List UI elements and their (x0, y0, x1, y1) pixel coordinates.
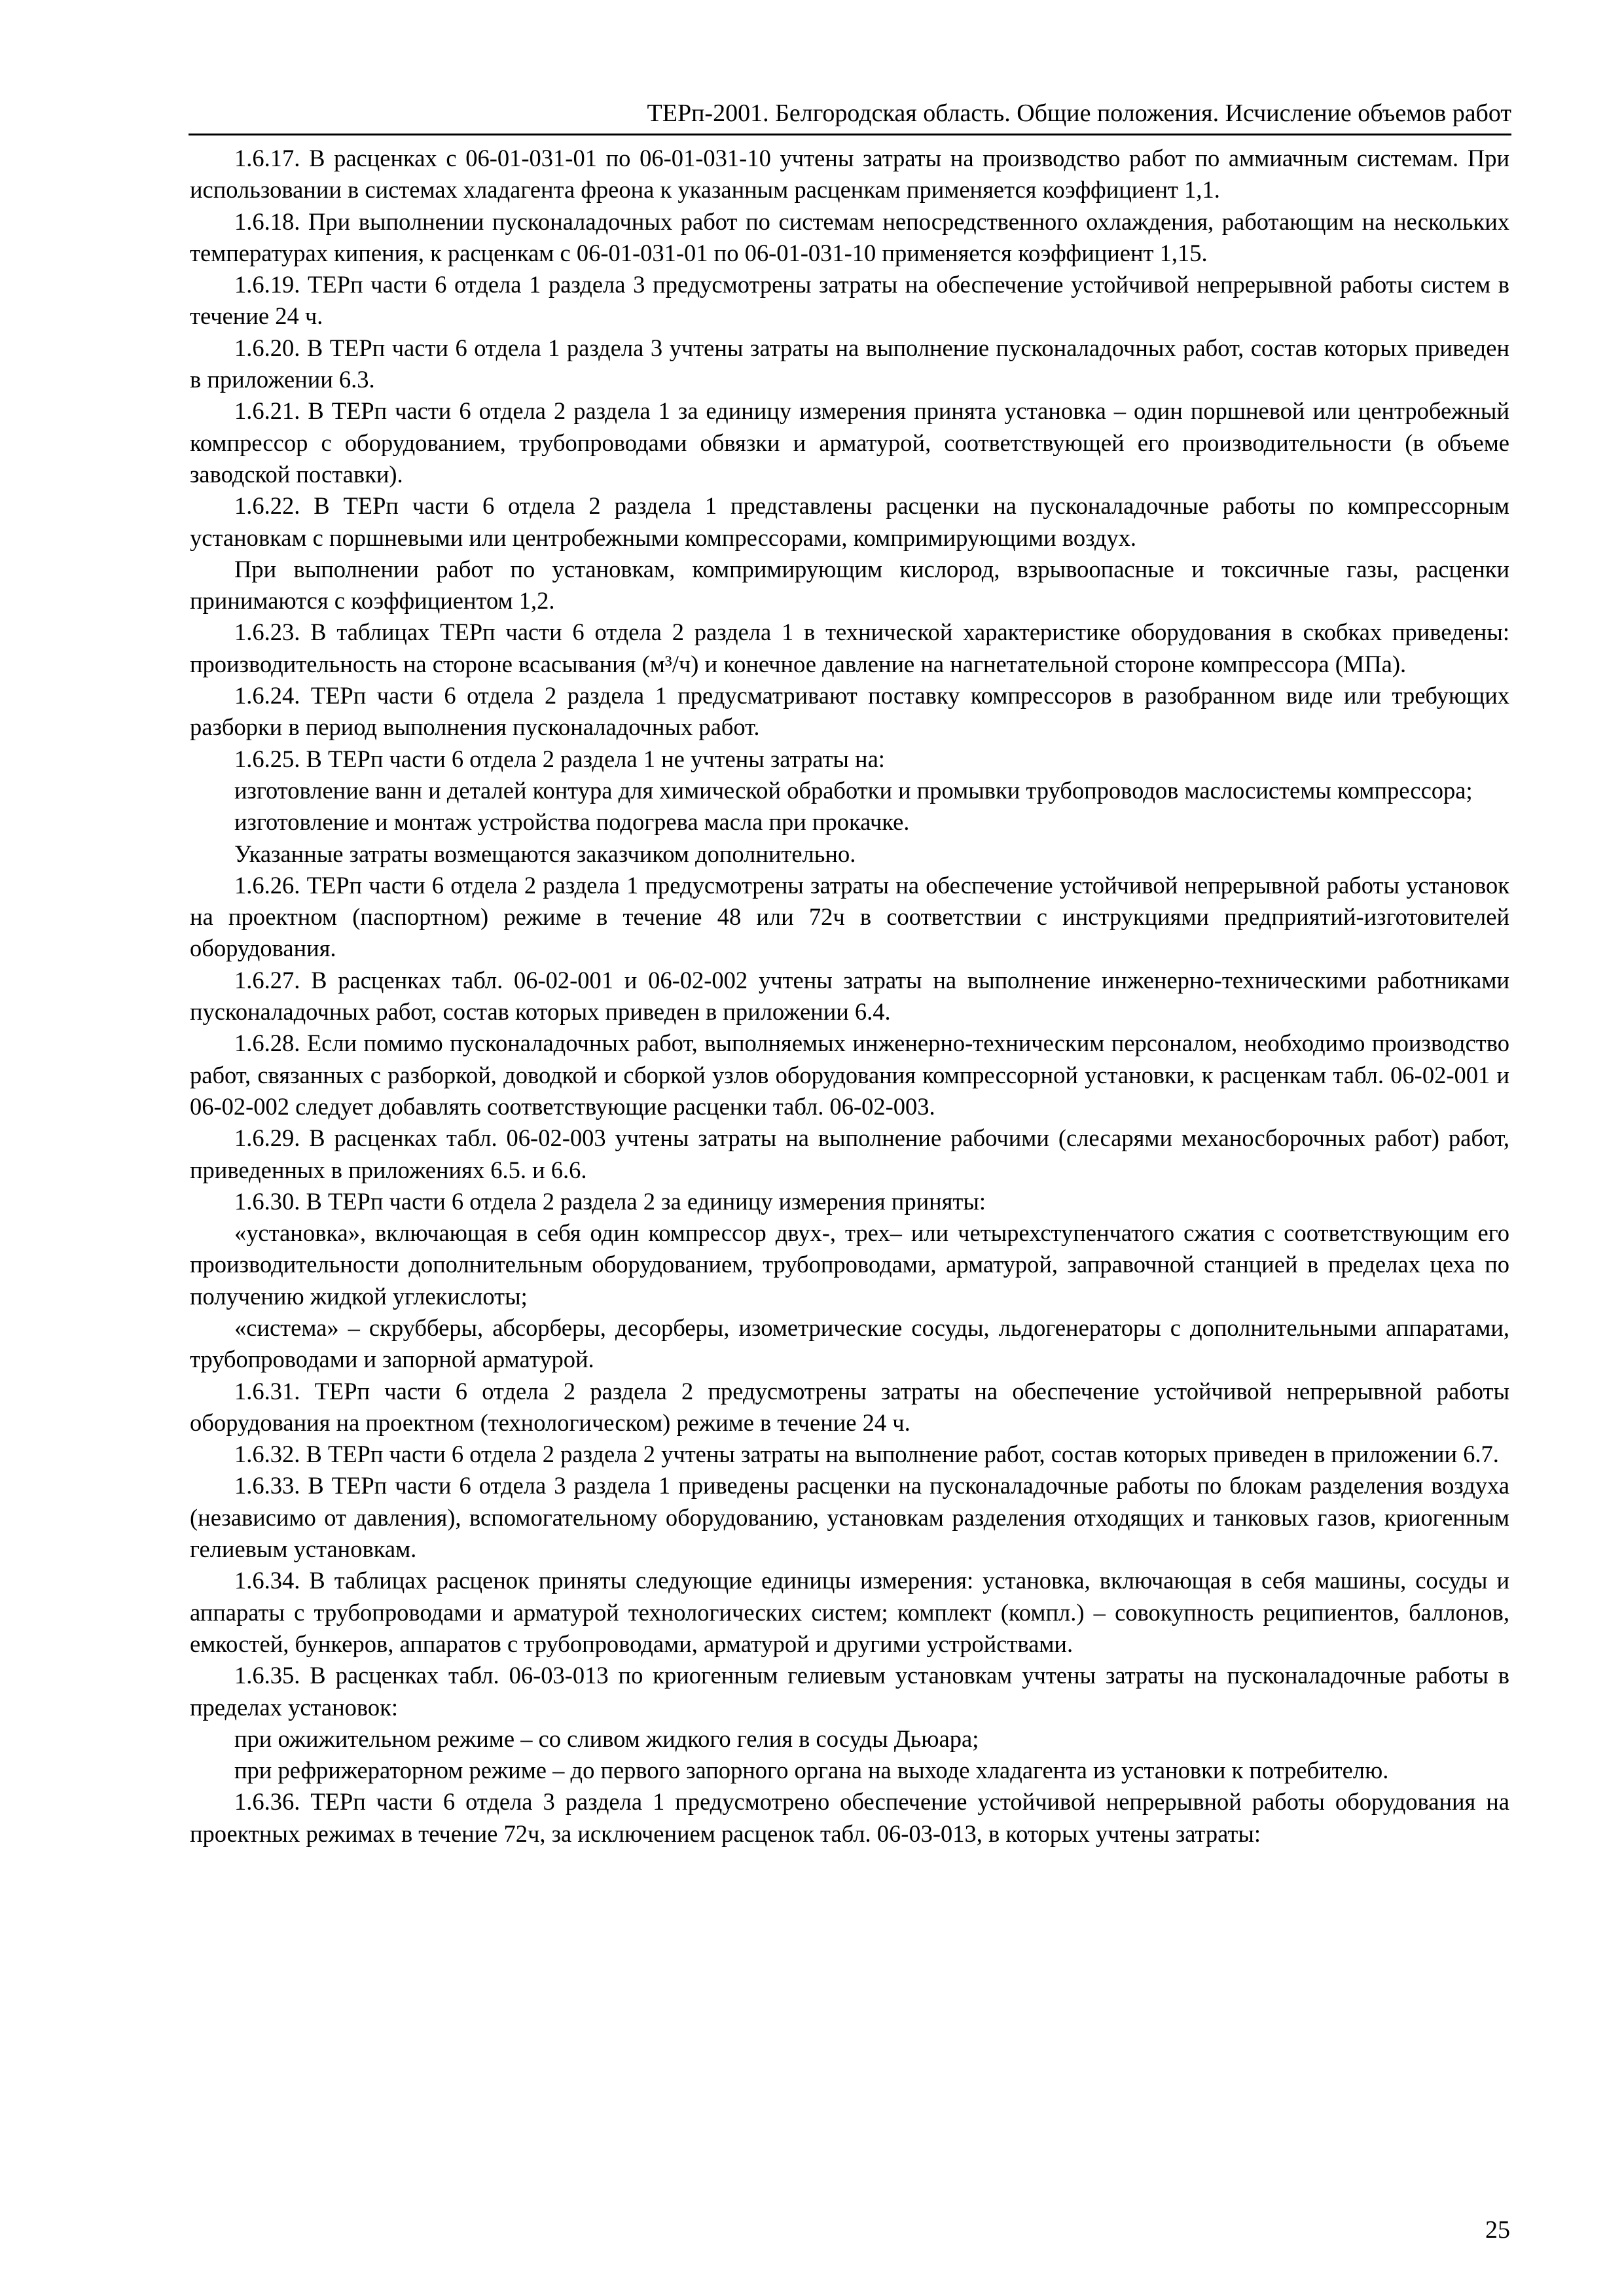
document-body (190, 143, 1509, 1850)
paragraph-1-6-36: 1.6.36. ТЕРп части 6 отдела 3 раздела 1 предусмотрено обеспечение устойчивой непрерывной работы оборудования на проектных режимах в течение 72ч, за исключением расценок табл. 06-03-013, в которых учтены затраты: (190, 1788, 1509, 1847)
paragraph-costs-reimbursed: Указанные затраты возмещаются заказчиком дополнительно. (234, 840, 856, 867)
paragraph-1-6-34: 1.6.34. В таблицах расценок приняты следующие единицы измерения: установка, включающая в себя машины, сосуды и аппараты с трубопроводами и арматурой технологических систем; комплект (компл.) – совокупность реципиентов, баллонов, емкостей, бункеров, аппаратов с трубопроводами, арматурой и другими устройствами. (190, 1567, 1509, 1657)
list-item-oil-heating: изготовление и монтаж устройства подогрева масла при прокачке. (234, 808, 910, 836)
paragraph-1-6-24: 1.6.24. ТЕРп части 6 отдела 2 раздела 1 предусматривают поставку компрессоров в разобранном виде или требующих разборки в период выполнения пусконаладочных работ. (190, 682, 1509, 741)
paragraph-1-6-21: 1.6.21. В ТЕРп части 6 отдела 2 раздела 1 за единицу измерения принята установка – один поршневой или центробежный компрессор с оборудованием, трубопроводами обвязки и арматурой, соответствующей его производительности (в объеме заводской поставки). (190, 397, 1509, 488)
paragraph-1-6-35: 1.6.35. В расценках табл. 06-03-013 по криогенным гелиевым установкам учтены затраты на пусконаладочные работы в пределах установок: (190, 1662, 1509, 1721)
list-item-refrigeration-mode: при рефрижераторном режиме – до первого запорного органа на выходе хладагента из установки к потребителю. (234, 1757, 1389, 1784)
paragraph-1-6-23: 1.6.23. В таблицах ТЕРп части 6 отдела 2 раздела 1 в технической характеристике оборудования в скобках приведены: производительность на стороне всасывания (м³/ч) и конечное давление на нагнетательной стороне компрессора (МПа). (190, 619, 1509, 677)
running-header: ТЕРп-2001. Белгородская область. Общие положения. Исчисление объемов работ (647, 99, 1511, 127)
paragraph-1-6-31: 1.6.31. ТЕРп части 6 отдела 2 раздела 2 предусмотрены затраты на обеспечение устойчивой непрерывной работы оборудования на проектном (технологическом) режиме в течение 24 ч. (190, 1377, 1509, 1436)
list-item-installation: «установка», включающая в себя один компрессор двух-, трех– или четырехступенчатого сжатия с соответствующим его производительности дополнительным оборудованием, трубопроводами, арматурой, заправочной станцией в пределах цеха по получению жидкой углекислоты; (190, 1219, 1509, 1310)
paragraph-1-6-26: 1.6.26. ТЕРп части 6 отдела 2 раздела 1 предусмотрены затраты на обеспечение устойчивой непрерывной работы установок на проектном (паспортном) режиме в течение 48 или 72ч в соответствии с инструкциями предприятий-изготовителей оборудования. (190, 871, 1509, 962)
paragraph-1-6-19: 1.6.19. ТЕРп части 6 отдела 1 раздела 3 предусмотрены затраты на обеспечение устойчивой непрерывной работы систем в течение 24 ч. (190, 271, 1509, 330)
list-item-baths: изготовление ванн и деталей контура для химической обработки и промывки трубопроводов маслосистемы компрессора; (234, 776, 1473, 804)
paragraph-1-6-22: 1.6.22. В ТЕРп части 6 отдела 2 раздела 1 представлены расценки на пусконаладочные работы по компрессорным установкам с поршневыми или центробежными компрессорами, компримирующими воздух. (190, 492, 1509, 551)
page-number: 25 (1485, 2216, 1510, 2244)
list-item-system: «система» – скрубберы, абсорберы, десорберы, изометрические сосуды, льдогенераторы с дополнительными аппаратами, трубопроводами и запорной арматурой. (190, 1314, 1509, 1373)
paragraph-1-6-30: 1.6.30. В ТЕРп части 6 отдела 2 раздела 2 за единицу измерения приняты: (234, 1187, 986, 1215)
paragraph-oxygen-coefficient: При выполнении работ по установкам, компримирующим кислород, взрывоопасные и токсичные газы, расценки принимаются с коэффициентом 1,2. (190, 555, 1509, 615)
paragraph-1-6-33: 1.6.33. В ТЕРп части 6 отдела 3 раздела 1 приведены расценки на пусконаладочные работы по блокам разделения воздуха (независимо от давления), вспомогательному оборудованию, установкам разделения отходящих и танковых газов, криогенным гелиевым установкам. (190, 1472, 1509, 1563)
paragraph-1-6-28: 1.6.28. Если помимо пусконаладочных работ, выполняемых инженерно-техническим персоналом, необходимо производство работ, связанных с разборкой, доводкой и сборкой узлов оборудования компрессорной установки, к расценкам табл. 06-02-001 и 06-02-002 следует добавлять соответствующие расценки табл. 06-02-003. (190, 1030, 1509, 1120)
paragraph-1-6-29: 1.6.29. В расценках табл. 06-02-003 учтены затраты на выполнение рабочими (слесарями механосборочных работ) работ, приведенных в приложениях 6.5. и 6.6. (190, 1124, 1509, 1183)
paragraph-1-6-18: 1.6.18. При выполнении пусконаладочных работ по системам непосредственного охлаждения, работающим на нескольких температурах кипения, к расценкам с 06-01-031-01 по 06-01-031-10 применяется коэффициент 1,15. (190, 207, 1509, 266)
header-divider (189, 134, 1511, 135)
paragraph-1-6-25: 1.6.25. В ТЕРп части 6 отдела 2 раздела 1 не учтены затраты на: (234, 745, 885, 772)
paragraph-1-6-32: 1.6.32. В ТЕРп части 6 отдела 2 раздела 2 учтены затраты на выполнение работ, состав которых приведен в приложении 6.7. (234, 1441, 1499, 1468)
paragraph-1-6-17: 1.6.17. В расценках с 06-01-031-01 по 06-01-031-10 учтены затраты на производство работ по аммиачным системам. При использовании в системах хладагента фреона к указанным расценкам применяется коэффициент 1,1. (190, 145, 1509, 204)
list-item-liquefaction-mode: при ожижительном режиме – со сливом жидкого гелия в сосуды Дьюара; (234, 1725, 979, 1752)
paragraph-1-6-27: 1.6.27. В расценках табл. 06-02-001 и 06-02-002 учтены затраты на выполнение инженерно-техническими работниками пусконаладочных работ, состав которых приведен в приложении 6.4. (190, 966, 1509, 1026)
paragraph-1-6-20: 1.6.20. В ТЕРп части 6 отдела 1 раздела 3 учтены затраты на выполнение пусконаладочных работ, состав которых приведен в приложении 6.3. (190, 334, 1509, 393)
